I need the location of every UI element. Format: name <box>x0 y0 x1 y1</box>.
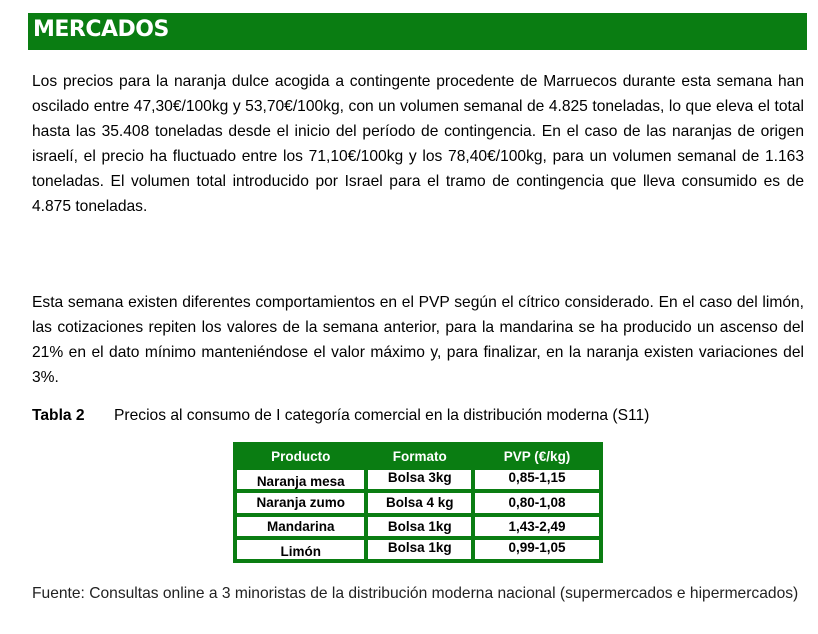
table-caption-label: Tabla 2 <box>32 407 85 424</box>
paragraph-pvp: Esta semana existen diferentes comportamientos en el PVP según el cítrico considerado. En el caso del limón, las cotizaciones repiten los valores de la semana anterior, para la mandarina se ha producido un ascenso del 21% en el dato mínimo manteniéndose el valor máximo y, para finalizar, en la naranja existen variaciones del 3%. <box>32 294 804 386</box>
prices-table <box>233 442 603 563</box>
cell-pvp: 1,43-2,49 <box>475 517 599 536</box>
table-row <box>237 470 599 489</box>
column-header-pvp: PVP (€/kg) <box>475 446 599 466</box>
section-header <box>28 13 807 50</box>
table-row <box>237 493 599 512</box>
cell-producto: Naranja zumo <box>237 493 364 512</box>
source-note: Fuente: Consultas online a 3 minoristas de la distribución moderna nacional (supermercados e hipermercados) <box>32 585 799 602</box>
cell-formato: Bolsa 1kg <box>368 517 471 536</box>
table-row <box>237 517 599 536</box>
section-title: MERCADOS <box>33 17 169 42</box>
cell-pvp: 0,80-1,08 <box>475 493 599 512</box>
column-header-producto: Producto <box>237 446 364 466</box>
cell-producto: Mandarina <box>237 517 364 536</box>
paragraph-imports: Los precios para la naranja dulce acogida a contingente procedente de Marruecos durante esta semana han oscilado entre 47,30€/100kg y 53,70€/100kg, con un volumen semanal de 4.825 toneladas, lo que eleva el total hasta las 35.408 toneladas desde el inicio del período de contingencia. En el caso de las naranjas de origen israelí, el precio ha fluctuado entre los 71,10€/100kg y los 78,40€/100kg, para un volumen semanal de 1.163 toneladas. El volumen total introducido por Israel para el tramo de contingencia que lleva consumido es de 4.875 toneladas. <box>32 73 804 215</box>
table-header-row <box>237 446 599 466</box>
cell-pvp: 0,99-1,05 <box>475 540 599 559</box>
column-header-formato: Formato <box>368 446 471 466</box>
table-row <box>237 540 599 559</box>
cell-pvp: 0,85-1,15 <box>475 470 599 489</box>
cell-producto: Limón <box>237 540 364 559</box>
prices-table-container <box>233 442 603 563</box>
cell-formato: Bolsa 1kg <box>368 540 471 559</box>
cell-formato: Bolsa 3kg <box>368 470 471 489</box>
cell-formato: Bolsa 4 kg <box>368 493 471 512</box>
table-caption <box>32 404 649 428</box>
cell-producto: Naranja mesa <box>237 470 364 489</box>
table-caption-text: Precios al consumo de I categoría comercial en la distribución moderna (S11) <box>114 407 650 424</box>
